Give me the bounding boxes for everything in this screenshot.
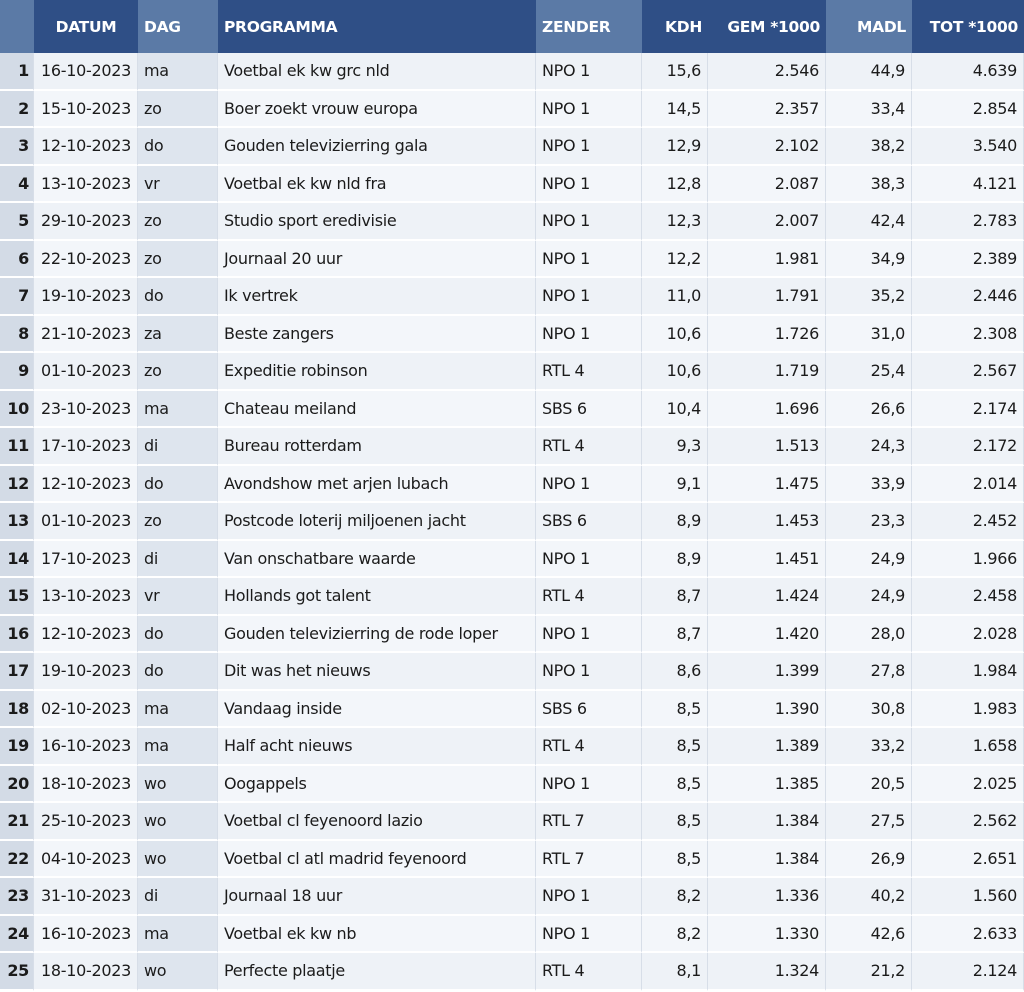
- madl-cell: 38,3: [826, 166, 912, 204]
- madl-cell: 42,6: [826, 916, 912, 954]
- dag-cell: wo: [138, 803, 218, 841]
- rank-cell: 9: [0, 353, 34, 391]
- kdh-cell: 8,7: [642, 578, 708, 616]
- datum-cell: 29-10-2023: [34, 203, 138, 241]
- gem-cell: 1.719: [708, 353, 826, 391]
- zender-cell: SBS 6: [536, 691, 642, 729]
- programma-cell: Chateau meiland: [218, 391, 536, 429]
- madl-cell: 31,0: [826, 316, 912, 354]
- programma-cell: Oogappels: [218, 766, 536, 804]
- datum-cell: 13-10-2023: [34, 166, 138, 204]
- rank-cell: 7: [0, 278, 34, 316]
- zender-cell: NPO 1: [536, 541, 642, 579]
- madl-cell: 33,9: [826, 466, 912, 504]
- datum-cell: 16-10-2023: [34, 728, 138, 766]
- rank-cell: 13: [0, 503, 34, 541]
- kdh-cell: 8,7: [642, 616, 708, 654]
- kdh-cell: 8,9: [642, 503, 708, 541]
- madl-cell: 38,2: [826, 128, 912, 166]
- tot-cell: 2.124: [912, 953, 1024, 991]
- programma-cell: Avondshow met arjen lubach: [218, 466, 536, 504]
- madl-cell: 33,4: [826, 91, 912, 129]
- table-row: [0, 803, 1024, 841]
- dag-cell: wo: [138, 841, 218, 879]
- programma-cell: Vandaag inside: [218, 691, 536, 729]
- zender-cell: NPO 1: [536, 878, 642, 916]
- tot-cell: 1.560: [912, 878, 1024, 916]
- programma-cell: Perfecte plaatje: [218, 953, 536, 991]
- gem-cell: 1.399: [708, 653, 826, 691]
- datum-cell: 02-10-2023: [34, 691, 138, 729]
- kdh-cell: 8,5: [642, 841, 708, 879]
- datum-cell: 21-10-2023: [34, 316, 138, 354]
- dag-cell: ma: [138, 916, 218, 954]
- zender-cell: RTL 4: [536, 728, 642, 766]
- gem-cell: 1.336: [708, 878, 826, 916]
- tot-cell: 2.633: [912, 916, 1024, 954]
- rank-cell: 20: [0, 766, 34, 804]
- gem-cell: 1.981: [708, 241, 826, 279]
- dag-cell: do: [138, 466, 218, 504]
- table-row: [0, 353, 1024, 391]
- kdh-cell: 10,6: [642, 353, 708, 391]
- dag-cell: ma: [138, 391, 218, 429]
- kdh-cell: 10,6: [642, 316, 708, 354]
- datum-cell: 19-10-2023: [34, 653, 138, 691]
- table-row: [0, 953, 1024, 991]
- zender-cell: NPO 1: [536, 53, 642, 91]
- rank-cell: 5: [0, 203, 34, 241]
- madl-cell: 27,5: [826, 803, 912, 841]
- rank-cell: 18: [0, 691, 34, 729]
- header-zender[interactable]: ZENDER: [536, 0, 642, 53]
- table-row: [0, 728, 1024, 766]
- table-header: [0, 0, 1024, 53]
- gem-cell: 2.087: [708, 166, 826, 204]
- zender-cell: NPO 1: [536, 616, 642, 654]
- programma-cell: Voetbal ek kw nld fra: [218, 166, 536, 204]
- gem-cell: 1.424: [708, 578, 826, 616]
- kdh-cell: 12,3: [642, 203, 708, 241]
- gem-cell: 1.475: [708, 466, 826, 504]
- programma-cell: Voetbal cl feyenoord lazio: [218, 803, 536, 841]
- programma-cell: Dit was het nieuws: [218, 653, 536, 691]
- dag-cell: do: [138, 653, 218, 691]
- datum-cell: 31-10-2023: [34, 878, 138, 916]
- madl-cell: 44,9: [826, 53, 912, 91]
- rank-cell: 12: [0, 466, 34, 504]
- table-row: [0, 391, 1024, 429]
- kdh-cell: 14,5: [642, 91, 708, 129]
- rank-cell: 23: [0, 878, 34, 916]
- kdh-cell: 9,3: [642, 428, 708, 466]
- zender-cell: NPO 1: [536, 466, 642, 504]
- rank-cell: 16: [0, 616, 34, 654]
- header-kdh[interactable]: KDH: [642, 0, 708, 53]
- datum-cell: 12-10-2023: [34, 616, 138, 654]
- dag-cell: do: [138, 278, 218, 316]
- rank-cell: 24: [0, 916, 34, 954]
- madl-cell: 28,0: [826, 616, 912, 654]
- table-row: [0, 128, 1024, 166]
- dag-cell: do: [138, 616, 218, 654]
- rank-cell: 14: [0, 541, 34, 579]
- gem-cell: 1.384: [708, 803, 826, 841]
- tot-cell: 2.308: [912, 316, 1024, 354]
- rank-cell: 11: [0, 428, 34, 466]
- dag-cell: zo: [138, 241, 218, 279]
- rank-cell: 2: [0, 91, 34, 129]
- datum-cell: 16-10-2023: [34, 916, 138, 954]
- tot-cell: 4.639: [912, 53, 1024, 91]
- table-row: [0, 578, 1024, 616]
- table-row: [0, 766, 1024, 804]
- gem-cell: 1.389: [708, 728, 826, 766]
- header-dag[interactable]: DAG: [138, 0, 218, 53]
- tot-cell: 2.458: [912, 578, 1024, 616]
- datum-cell: 18-10-2023: [34, 953, 138, 991]
- datum-cell: 18-10-2023: [34, 766, 138, 804]
- programma-cell: Postcode loterij miljoenen jacht: [218, 503, 536, 541]
- zender-cell: NPO 1: [536, 316, 642, 354]
- header-rank[interactable]: [0, 0, 34, 53]
- kdh-cell: 8,9: [642, 541, 708, 579]
- zender-cell: NPO 1: [536, 203, 642, 241]
- zender-cell: NPO 1: [536, 916, 642, 954]
- header-row: [0, 0, 1024, 53]
- datum-cell: 12-10-2023: [34, 466, 138, 504]
- programma-cell: Voetbal ek kw nb: [218, 916, 536, 954]
- zender-cell: RTL 4: [536, 578, 642, 616]
- table-row: [0, 466, 1024, 504]
- dag-cell: di: [138, 428, 218, 466]
- kdh-cell: 10,4: [642, 391, 708, 429]
- programma-cell: Journaal 20 uur: [218, 241, 536, 279]
- zender-cell: NPO 1: [536, 278, 642, 316]
- zender-cell: NPO 1: [536, 766, 642, 804]
- rank-cell: 15: [0, 578, 34, 616]
- kdh-cell: 8,5: [642, 803, 708, 841]
- kdh-cell: 12,9: [642, 128, 708, 166]
- kdh-cell: 12,2: [642, 241, 708, 279]
- gem-cell: 1.420: [708, 616, 826, 654]
- kdh-cell: 8,6: [642, 653, 708, 691]
- datum-cell: 17-10-2023: [34, 428, 138, 466]
- programma-cell: Gouden televizierring de rode loper: [218, 616, 536, 654]
- tot-cell: 2.014: [912, 466, 1024, 504]
- kdh-cell: 12,8: [642, 166, 708, 204]
- datum-cell: 12-10-2023: [34, 128, 138, 166]
- dag-cell: di: [138, 541, 218, 579]
- gem-cell: 1.324: [708, 953, 826, 991]
- dag-cell: wo: [138, 766, 218, 804]
- madl-cell: 26,6: [826, 391, 912, 429]
- tot-cell: 2.389: [912, 241, 1024, 279]
- kdh-cell: 9,1: [642, 466, 708, 504]
- tot-cell: 2.854: [912, 91, 1024, 129]
- tot-cell: 1.966: [912, 541, 1024, 579]
- tot-cell: 2.452: [912, 503, 1024, 541]
- datum-cell: 19-10-2023: [34, 278, 138, 316]
- programma-cell: Half acht nieuws: [218, 728, 536, 766]
- table-row: [0, 541, 1024, 579]
- dag-cell: zo: [138, 203, 218, 241]
- madl-cell: 30,8: [826, 691, 912, 729]
- zender-cell: SBS 6: [536, 503, 642, 541]
- kdh-cell: 8,2: [642, 878, 708, 916]
- datum-cell: 22-10-2023: [34, 241, 138, 279]
- table-row: [0, 166, 1024, 204]
- tot-cell: 4.121: [912, 166, 1024, 204]
- gem-cell: 1.385: [708, 766, 826, 804]
- gem-cell: 1.453: [708, 503, 826, 541]
- madl-cell: 23,3: [826, 503, 912, 541]
- dag-cell: za: [138, 316, 218, 354]
- kdh-cell: 8,1: [642, 953, 708, 991]
- table-row: [0, 91, 1024, 129]
- kdh-cell: 11,0: [642, 278, 708, 316]
- table-row: [0, 53, 1024, 91]
- madl-cell: 21,2: [826, 953, 912, 991]
- programma-cell: Hollands got talent: [218, 578, 536, 616]
- datum-cell: 17-10-2023: [34, 541, 138, 579]
- programma-cell: Boer zoekt vrouw europa: [218, 91, 536, 129]
- rank-cell: 25: [0, 953, 34, 991]
- madl-cell: 25,4: [826, 353, 912, 391]
- zender-cell: NPO 1: [536, 241, 642, 279]
- madl-cell: 24,3: [826, 428, 912, 466]
- tot-cell: 2.025: [912, 766, 1024, 804]
- madl-cell: 34,9: [826, 241, 912, 279]
- zender-cell: NPO 1: [536, 128, 642, 166]
- dag-cell: di: [138, 878, 218, 916]
- tot-cell: 2.783: [912, 203, 1024, 241]
- tot-cell: 3.540: [912, 128, 1024, 166]
- rank-cell: 8: [0, 316, 34, 354]
- rank-cell: 4: [0, 166, 34, 204]
- gem-cell: 1.451: [708, 541, 826, 579]
- tot-cell: 1.984: [912, 653, 1024, 691]
- table-row: [0, 616, 1024, 654]
- tot-cell: 2.651: [912, 841, 1024, 879]
- datum-cell: 23-10-2023: [34, 391, 138, 429]
- zender-cell: RTL 7: [536, 803, 642, 841]
- zender-cell: RTL 4: [536, 953, 642, 991]
- table-body: [0, 53, 1024, 991]
- table-row: [0, 878, 1024, 916]
- gem-cell: 2.102: [708, 128, 826, 166]
- zender-cell: NPO 1: [536, 653, 642, 691]
- programma-cell: Journaal 18 uur: [218, 878, 536, 916]
- tot-cell: 2.562: [912, 803, 1024, 841]
- header-madl[interactable]: MADL: [826, 0, 912, 53]
- rank-cell: 22: [0, 841, 34, 879]
- rank-cell: 6: [0, 241, 34, 279]
- madl-cell: 24,9: [826, 541, 912, 579]
- table-row: [0, 278, 1024, 316]
- dag-cell: zo: [138, 503, 218, 541]
- dag-cell: vr: [138, 578, 218, 616]
- dag-cell: zo: [138, 91, 218, 129]
- rank-cell: 19: [0, 728, 34, 766]
- table-row: [0, 316, 1024, 354]
- rank-cell: 17: [0, 653, 34, 691]
- zender-cell: RTL 4: [536, 353, 642, 391]
- dag-cell: wo: [138, 953, 218, 991]
- kdh-cell: 15,6: [642, 53, 708, 91]
- dag-cell: ma: [138, 728, 218, 766]
- zender-cell: NPO 1: [536, 166, 642, 204]
- tot-cell: 2.174: [912, 391, 1024, 429]
- gem-cell: 2.007: [708, 203, 826, 241]
- programma-cell: Ik vertrek: [218, 278, 536, 316]
- gem-cell: 1.330: [708, 916, 826, 954]
- tot-cell: 2.172: [912, 428, 1024, 466]
- programma-cell: Beste zangers: [218, 316, 536, 354]
- programma-cell: Bureau rotterdam: [218, 428, 536, 466]
- kdh-cell: 8,5: [642, 691, 708, 729]
- madl-cell: 42,4: [826, 203, 912, 241]
- gem-cell: 1.384: [708, 841, 826, 879]
- dag-cell: ma: [138, 53, 218, 91]
- gem-cell: 1.696: [708, 391, 826, 429]
- dag-cell: do: [138, 128, 218, 166]
- rank-cell: 21: [0, 803, 34, 841]
- tot-cell: 2.567: [912, 353, 1024, 391]
- gem-cell: 1.791: [708, 278, 826, 316]
- kdh-cell: 8,5: [642, 766, 708, 804]
- datum-cell: 13-10-2023: [34, 578, 138, 616]
- rank-cell: 1: [0, 53, 34, 91]
- programma-cell: Voetbal ek kw grc nld: [218, 53, 536, 91]
- zender-cell: NPO 1: [536, 91, 642, 129]
- gem-cell: 1.726: [708, 316, 826, 354]
- gem-cell: 2.357: [708, 91, 826, 129]
- zender-cell: SBS 6: [536, 391, 642, 429]
- table-row: [0, 841, 1024, 879]
- dag-cell: zo: [138, 353, 218, 391]
- madl-cell: 35,2: [826, 278, 912, 316]
- tot-cell: 1.658: [912, 728, 1024, 766]
- madl-cell: 27,8: [826, 653, 912, 691]
- programma-cell: Studio sport eredivisie: [218, 203, 536, 241]
- kdh-cell: 8,5: [642, 728, 708, 766]
- madl-cell: 26,9: [826, 841, 912, 879]
- table-row: [0, 241, 1024, 279]
- madl-cell: 24,9: [826, 578, 912, 616]
- header-datum[interactable]: DATUM: [34, 0, 138, 53]
- gem-cell: 1.513: [708, 428, 826, 466]
- table-row: [0, 203, 1024, 241]
- zender-cell: RTL 7: [536, 841, 642, 879]
- table-row: [0, 653, 1024, 691]
- header-gem[interactable]: GEM *1000: [708, 0, 826, 53]
- programma-cell: Voetbal cl atl madrid feyenoord: [218, 841, 536, 879]
- table-row: [0, 428, 1024, 466]
- table-row: [0, 503, 1024, 541]
- madl-cell: 40,2: [826, 878, 912, 916]
- datum-cell: 01-10-2023: [34, 503, 138, 541]
- tot-cell: 2.446: [912, 278, 1024, 316]
- datum-cell: 01-10-2023: [34, 353, 138, 391]
- table-row: [0, 916, 1024, 954]
- datum-cell: 16-10-2023: [34, 53, 138, 91]
- gem-cell: 2.546: [708, 53, 826, 91]
- datum-cell: 04-10-2023: [34, 841, 138, 879]
- programma-cell: Expeditie robinson: [218, 353, 536, 391]
- dag-cell: vr: [138, 166, 218, 204]
- madl-cell: 20,5: [826, 766, 912, 804]
- header-tot[interactable]: TOT *1000: [912, 0, 1024, 53]
- tot-cell: 1.983: [912, 691, 1024, 729]
- datum-cell: 25-10-2023: [34, 803, 138, 841]
- rank-cell: 3: [0, 128, 34, 166]
- programma-cell: Gouden televizierring gala: [218, 128, 536, 166]
- madl-cell: 33,2: [826, 728, 912, 766]
- rank-cell: 10: [0, 391, 34, 429]
- programma-cell: Van onschatbare waarde: [218, 541, 536, 579]
- table-row: [0, 691, 1024, 729]
- tot-cell: 2.028: [912, 616, 1024, 654]
- kdh-cell: 8,2: [642, 916, 708, 954]
- gem-cell: 1.390: [708, 691, 826, 729]
- header-programma[interactable]: PROGRAMMA: [218, 0, 536, 53]
- datum-cell: 15-10-2023: [34, 91, 138, 129]
- zender-cell: RTL 4: [536, 428, 642, 466]
- dag-cell: ma: [138, 691, 218, 729]
